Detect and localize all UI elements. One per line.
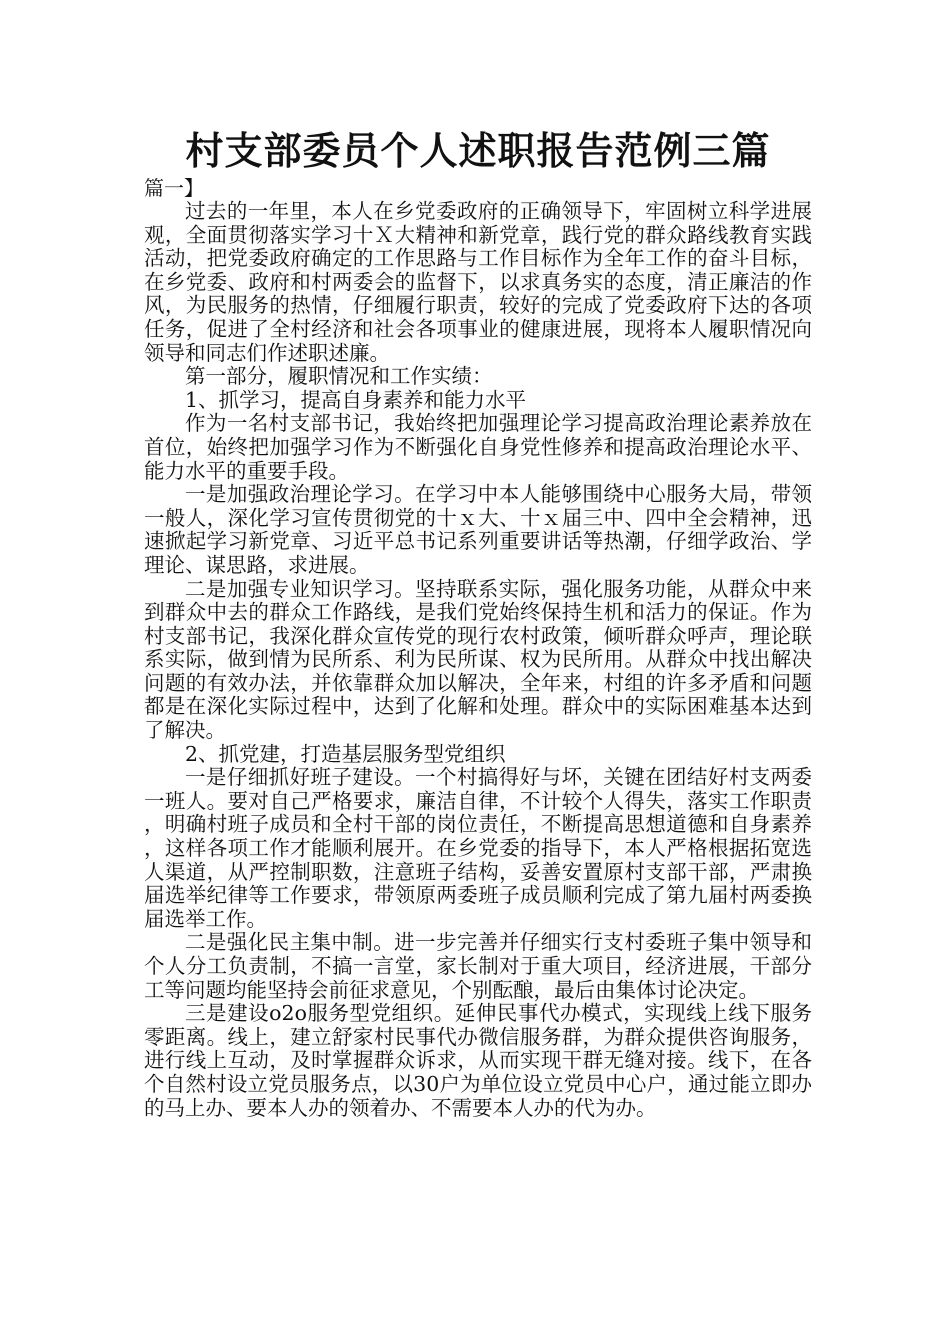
paragraph-democratic-centralism: 二是强化民主集中制。进一步完善并仔细实行支村委班子集中领导和个人分工负责制，不搞一言堂，家长制对于重大项目，经济进展，干部分工等问题均能坚持会前征求意见，个别酝酿，最后由集体讨论决定。 [144,930,812,1002]
paragraph-team-building: 一是仔细抓好班子建设。一个村搞得好与坏，关键在团结好村支两委一班人。要对自己严格要求，廉洁自律，不计较个人得失，落实工作职责，明确村班子成员和全村干部的岗位责任，不断提高思想道德和自身素养，这样各项工作才能顺利展开。在乡党委的指导下，本人严格根据拓宽选人渠道，从严控制职数，注意班子结构，妥善安置原村支部干部，严肃换届选举纪律等工作要求，带领原两委班子成员顺利完成了第九届村两委换届选举工作。 [144,765,812,931]
paragraph-part-heading: 第一部分，履职情况和工作实绩： [185,364,493,389]
paragraph-intro: 过去的一年里，本人在乡党委政府的正确领导下，牢固树立科学进展观，全面贯彻落实学习十Ｘ大精神和新党章，践行党的群众路线教育实践活动，把党委政府确定的工作思路与工作目标作为全年工作的奋斗目标，在乡党委、政府和村两委会的监督下，以求真务实的态度，清正廉洁的作风，为民服务的热情，仔细履行职责，较好的完成了党委政府下达的各项任务，促进了全村经济和社会各项事业的健康进展，现将本人履职情况向领导和同志们作述职述廉。 [144,199,812,365]
paragraph-heading-study: 1、抓学习，提高自身素养和能力水平 [185,387,527,412]
paragraph-heading-party-building: 2、抓党建，打造基层服务型党组织 [185,741,506,766]
document-page [144,126,812,1120]
paragraph-study-overview: 作为一名村支部书记，我始终把加强理论学习提高政治理论素养放在首位，始终把加强学习作为不断强化自身党性修养和提高政治理论水平、能力水平的重要手段。 [144,411,812,483]
paragraph-o2o-service: 三是建设o2o服务型党组织。延伸民事代办模式，实现线上线下服务零距离。线上，建立舒家村民事代办微信服务群，为群众提供咨询服务，进行线上互动，及时掌握群众诉求，从而实现干群无缝对接。线下，在各个自然村设立党员服务点，以30户为单位设立党员中心户，通过能立即办的马上办、要本人办的领着办、不需要本人办的代为办。 [144,1001,812,1120]
paragraph-political-theory: 一是加强政治理论学习。在学习中本人能够围绕中心服务大局，带领一般人，深化学习宣传贯彻党的十ｘ大、十ｘ届三中、四中全会精神，迅速掀起学习新党章、习近平总书记系列重要讲话等热潮，仔细学政治、学理论、谋思路，求进展。 [144,482,812,577]
document-title: 村支部委员个人述职报告范例三篇 [185,129,771,173]
paragraph-professional-knowledge: 二是加强专业知识学习。坚持联系实际，强化服务功能，从群众中来到群众中去的群众工作路线，是我们党始终保持生机和活力的保证。作为村支部书记，我深化群众宣传党的现行农村政策，倾听群众呼声，理论联系实际，做到情为民所系、利为民所谋、权为民所用。从群众中找出解决问题的有效办法，并依靠群众加以解决，全年来，村组的许多矛盾和问题都是在深化实际过程中，达到了化解和处理。群众中的实际困难基本达到了解决。 [144,576,812,743]
section-label: 篇一】 [144,176,204,200]
